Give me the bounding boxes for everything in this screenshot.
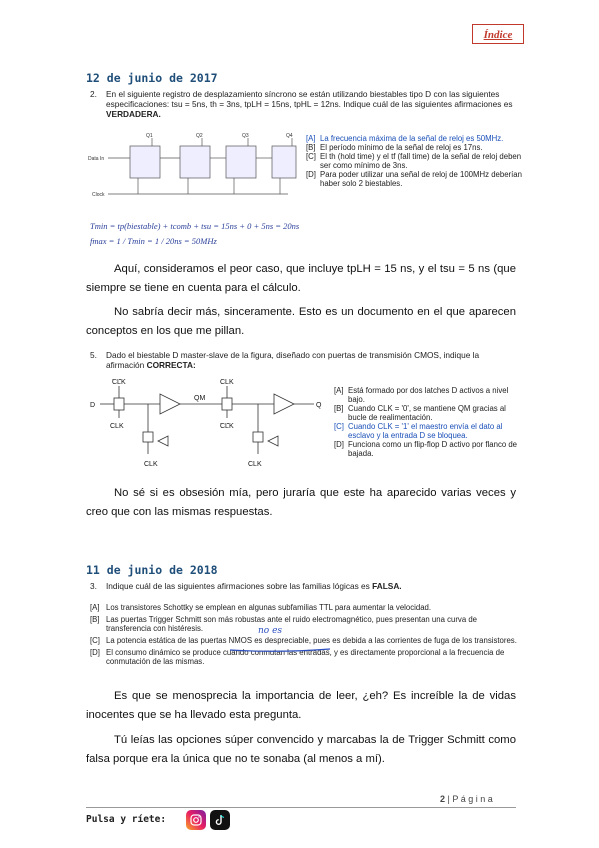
question-bold: VERDADERA. <box>106 109 161 119</box>
paragraph-obsesion: No sé si es obsesión mía, pero juraría que este ha aparecido varias veces y creo que con las mismas respuestas. <box>86 487 516 518</box>
option-c: [C] Cuando CLK = '1' el maestro envía el dato al esclavo y la entrada D se bloquea. <box>334 422 503 440</box>
question-text-line2: afirmación <box>106 360 147 370</box>
footer-label: Pulsa y ríete: <box>86 814 167 825</box>
question-number: 3. <box>90 581 97 591</box>
shift-register-diagram <box>88 130 300 202</box>
option-a: [A] La frecuencia máxima de la señal de reloj es 50MHz. <box>306 134 504 143</box>
option-b: [B] Cuando CLK = '0', se mantiene QM gracias al bucle de realimentación. <box>334 404 506 422</box>
question-bold: FALSA. <box>372 581 402 591</box>
clk-label: CLK <box>220 379 234 386</box>
qm-label: QM <box>194 395 206 402</box>
master-slave-diagram <box>88 374 328 470</box>
question-text-line1: Dado el biestable D master-slave de la figura, diseñado con puertas de transmisión CMOS, indique la <box>106 350 480 360</box>
page-number: 2 | P á g i n a <box>440 794 493 804</box>
data-in-label: Data In <box>88 156 105 162</box>
options-q3 <box>90 603 520 666</box>
clk-bar-label: CLK <box>112 379 126 386</box>
paragraph-leer: Es que se menosprecia la importancia de leer, ¿eh? Es increíble la de vidas inocentes que se ha llevado esta pregunta. <box>86 690 516 721</box>
options-q5 <box>334 386 518 458</box>
clock-label: Clock <box>92 192 105 198</box>
section-date-2018: 11 de junio de 2018 <box>86 563 218 577</box>
math-fmax: fmax = 1 / Tmin = 1 / 20ns = 50MHz <box>90 236 217 246</box>
q1-label: Q1 <box>146 133 153 139</box>
handwritten-note: no es <box>258 626 283 636</box>
question-5 <box>90 350 520 370</box>
indice-button[interactable]: Índice <box>472 24 524 44</box>
footer-divider <box>86 807 516 808</box>
clk-label: CLK <box>144 461 158 468</box>
option-b: [B] El período mínimo de la señal de reloj es 17ns. <box>306 143 483 152</box>
q4-label: Q4 <box>286 133 293 139</box>
option-d: [D] Funciona como un flip-flop D activo por flanco de bajada. <box>334 440 518 458</box>
paragraph-worst-case: Aquí, consideramos el peor caso, que incluye tpLH = 15 ns, y el tsu = 5 ns (que siempre se tiene en cuenta para el cálculo. <box>86 263 516 294</box>
math-tmin: Tmin = tp(biestable) + tcomb + tsu = 15ns + 0 + 5ns = 20ns <box>90 221 300 231</box>
q3-label: Q3 <box>242 133 249 139</box>
question-text-line2: especificaciones: tsu = 5ns, th = 3ns, tpLH = 15ns, tpHL = 12ns. Indique cuál de las siguientes afirmaciones es <box>106 99 513 109</box>
section-date-2017: 12 de junio de 2017 <box>86 71 218 85</box>
question-number: 5. <box>90 350 97 360</box>
clk-bar-label: CLK <box>220 423 234 430</box>
option-b: [B] Las puertas Trigger Schmitt son más robustas ante el ruido electromagnético, pues presentan una curva de transferencia con histéresis. <box>90 615 477 633</box>
question-text-line1: En el siguiente registro de desplazamiento síncrono se están utilizando biestables tipo D con las siguientes <box>106 89 500 99</box>
d-label: D <box>90 402 96 409</box>
option-d: [D] Para poder utilizar una señal de reloj de 100MHz deberían haber solo 2 biestables. <box>306 170 522 188</box>
q2-label: Q2 <box>196 133 203 139</box>
paragraph-concepts: No sabría decir más, sinceramente. Esto es un documento en el que aparecen conceptos en los que me pillan. <box>86 306 516 337</box>
option-a: [A] Los transistores Schottky se emplean en algunas subfamilias TTL para aumentar la velocidad. <box>90 603 432 612</box>
option-c: [C] El th (hold time) y el tf (fall time) de la señal de reloj deben ser como mínimo de 3ns. <box>306 152 522 170</box>
option-c: [C] La potencia estática de las puertas NMOS es despreciable, pues es debida a las corrientes de fuga de los transistores. <box>90 636 517 645</box>
paragraph-trigger-schmitt: Tú leías las opciones súper convencido y marcabas la de Trigger Schmitt como falsa porque era la única que no te sonaba (al menos a mí). <box>86 734 516 765</box>
option-d: [D] El consumo dinámico se produce cuando conmutan las entradas, y es directamente proporcional a la frecuencia de conmutación de las mismas. <box>90 648 505 666</box>
question-2 <box>90 89 520 119</box>
option-a: [A] Está formado por dos latches D activos a nivel bajo. <box>334 386 509 404</box>
clk-label: CLK <box>110 423 124 430</box>
question-3 <box>90 581 520 591</box>
q-label: Q <box>316 402 322 409</box>
clk-label: CLK <box>248 461 262 468</box>
question-number: 2. <box>90 89 97 99</box>
options-q2 <box>306 134 524 188</box>
question-text: Indique cuál de las siguientes afirmaciones sobre las familias lógicas es <box>106 581 373 591</box>
question-bold: CORRECTA: <box>146 360 196 370</box>
instagram-icon[interactable] <box>186 810 206 830</box>
tiktok-icon[interactable] <box>210 810 230 830</box>
handwritten-underline <box>228 647 332 653</box>
